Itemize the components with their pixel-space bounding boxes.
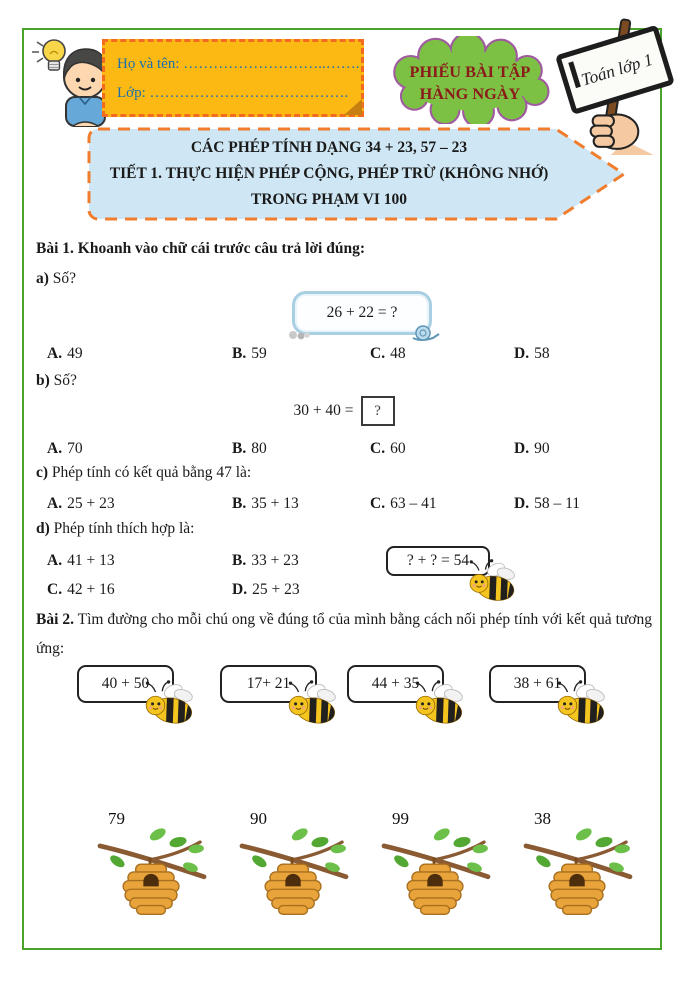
student-info-box bbox=[102, 39, 364, 117]
options-a bbox=[36, 342, 652, 366]
options-b bbox=[36, 437, 652, 461]
question-b bbox=[36, 372, 652, 392]
options-d-row1 bbox=[36, 544, 652, 578]
option-c-C: C. 63 – 41 bbox=[370, 495, 437, 512]
option-b-C: C. 60 bbox=[370, 440, 406, 457]
question-d-label: d) bbox=[36, 520, 50, 537]
option-a-B: B. 59 bbox=[232, 345, 267, 362]
equation-a-sign bbox=[292, 291, 432, 335]
answer-box: ? bbox=[361, 396, 395, 426]
question-b-text: Số? bbox=[49, 372, 77, 389]
option-d-C: C. 42 + 16 bbox=[47, 581, 115, 598]
bee-icon bbox=[285, 679, 339, 727]
banner-line2: TIẾT 1. THỰC HIỆN PHÉP CỘNG, PHÉP TRỪ (KHÔNG NHỚ) bbox=[109, 165, 549, 182]
options-c bbox=[36, 492, 652, 516]
hive-number: 38 bbox=[534, 809, 551, 828]
beehive-1 bbox=[96, 809, 208, 921]
banner-line1: CÁC PHÉP TÍNH DẠNG 34 + 23, 57 – 23 bbox=[190, 139, 468, 156]
page-fold-decoration bbox=[344, 99, 362, 115]
option-c-B: B. 35 + 13 bbox=[232, 495, 299, 512]
option-a-C: C. 48 bbox=[370, 345, 406, 362]
bee-equation-2: 17+ 21 bbox=[220, 665, 317, 703]
equation-d-box bbox=[386, 546, 490, 576]
bee-equation-3: 44 + 35 bbox=[347, 665, 444, 703]
banner-line3: TRONG PHẠM VI 100 bbox=[250, 191, 407, 208]
worksheet-content bbox=[36, 225, 652, 925]
question-b-label: b) bbox=[36, 372, 50, 389]
exercise2-label: Bài 2. bbox=[36, 611, 74, 628]
beehive-icon bbox=[96, 819, 208, 921]
option-a-D: D. 58 bbox=[514, 345, 550, 362]
bee-icon bbox=[412, 679, 466, 727]
question-c-text: Phép tính có kết quả bằng 47 là: bbox=[48, 464, 252, 481]
exercise2-text: Tìm đường cho mỗi chú ong về đúng tổ của mình bằng cách nối phép tính với kết quả tương ứng: bbox=[36, 611, 652, 657]
option-b-B: B. 80 bbox=[232, 440, 267, 457]
option-d-D: D. 25 + 23 bbox=[232, 581, 300, 598]
options-d-row2 bbox=[36, 578, 652, 602]
question-a bbox=[36, 270, 652, 290]
pebbles-decoration bbox=[287, 326, 313, 340]
equation-d: ? + ? = 54 bbox=[406, 552, 470, 569]
bee-equation-4: 38 + 61 bbox=[489, 665, 586, 703]
hand-holding-sign-icon bbox=[552, 13, 684, 155]
snail-decoration bbox=[411, 324, 441, 342]
option-b-A: A. 70 bbox=[47, 440, 83, 457]
equation-b-row bbox=[36, 392, 652, 430]
question-a-text: Số? bbox=[48, 270, 77, 287]
name-field: Họ và tên: ………………………..……. bbox=[117, 56, 360, 72]
option-c-D: D. 58 – 11 bbox=[514, 495, 581, 512]
option-c-A: A. 25 + 23 bbox=[47, 495, 115, 512]
equation-a: 26 + 22 = ? bbox=[326, 304, 398, 321]
beehive-icon bbox=[380, 819, 492, 921]
hive-number: 90 bbox=[250, 809, 267, 828]
exercise1-title: Bài 1. Khoanh vào chữ cái trước câu trả lời đúng: bbox=[36, 240, 365, 257]
option-b-D: D. 90 bbox=[514, 440, 550, 457]
question-a-label: a) bbox=[36, 270, 49, 287]
beehive-row bbox=[36, 809, 652, 925]
hive-number: 79 bbox=[108, 809, 125, 828]
banner-text bbox=[90, 135, 568, 213]
beehive-4 bbox=[522, 809, 634, 921]
question-d-text: Phép tính thích hợp là: bbox=[49, 520, 195, 537]
beehive-3 bbox=[380, 809, 492, 921]
beehive-2 bbox=[238, 809, 350, 921]
option-a-A: A. 49 bbox=[47, 345, 83, 362]
worksheet-page bbox=[22, 28, 662, 950]
beehive-icon bbox=[522, 819, 634, 921]
question-d bbox=[36, 520, 652, 544]
equation-b: 30 + 40 = bbox=[293, 402, 354, 419]
hive-number: 99 bbox=[392, 809, 409, 828]
bee-icon bbox=[466, 558, 518, 604]
option-d-A: A. 41 + 13 bbox=[47, 552, 115, 569]
beehive-icon bbox=[238, 819, 350, 921]
class-field: Lớp: …………………………………. bbox=[117, 85, 349, 101]
daily-worksheet-badge bbox=[380, 36, 556, 124]
badge-line1: PHIẾU BÀI TẬP bbox=[409, 63, 531, 82]
exercise2-title bbox=[36, 605, 652, 663]
bee-icon bbox=[142, 679, 196, 727]
bee-equation-1: 40 + 50 bbox=[77, 665, 174, 703]
question-c-label: c) bbox=[36, 464, 49, 481]
badge-line2: HÀNG NGÀY bbox=[419, 85, 521, 104]
bee-icon bbox=[554, 679, 608, 727]
question-c bbox=[36, 464, 652, 488]
sign-text: Toán lớp 1 bbox=[579, 49, 656, 90]
bee-equation-row bbox=[36, 665, 652, 709]
option-d-B: B. 33 + 23 bbox=[232, 552, 299, 569]
